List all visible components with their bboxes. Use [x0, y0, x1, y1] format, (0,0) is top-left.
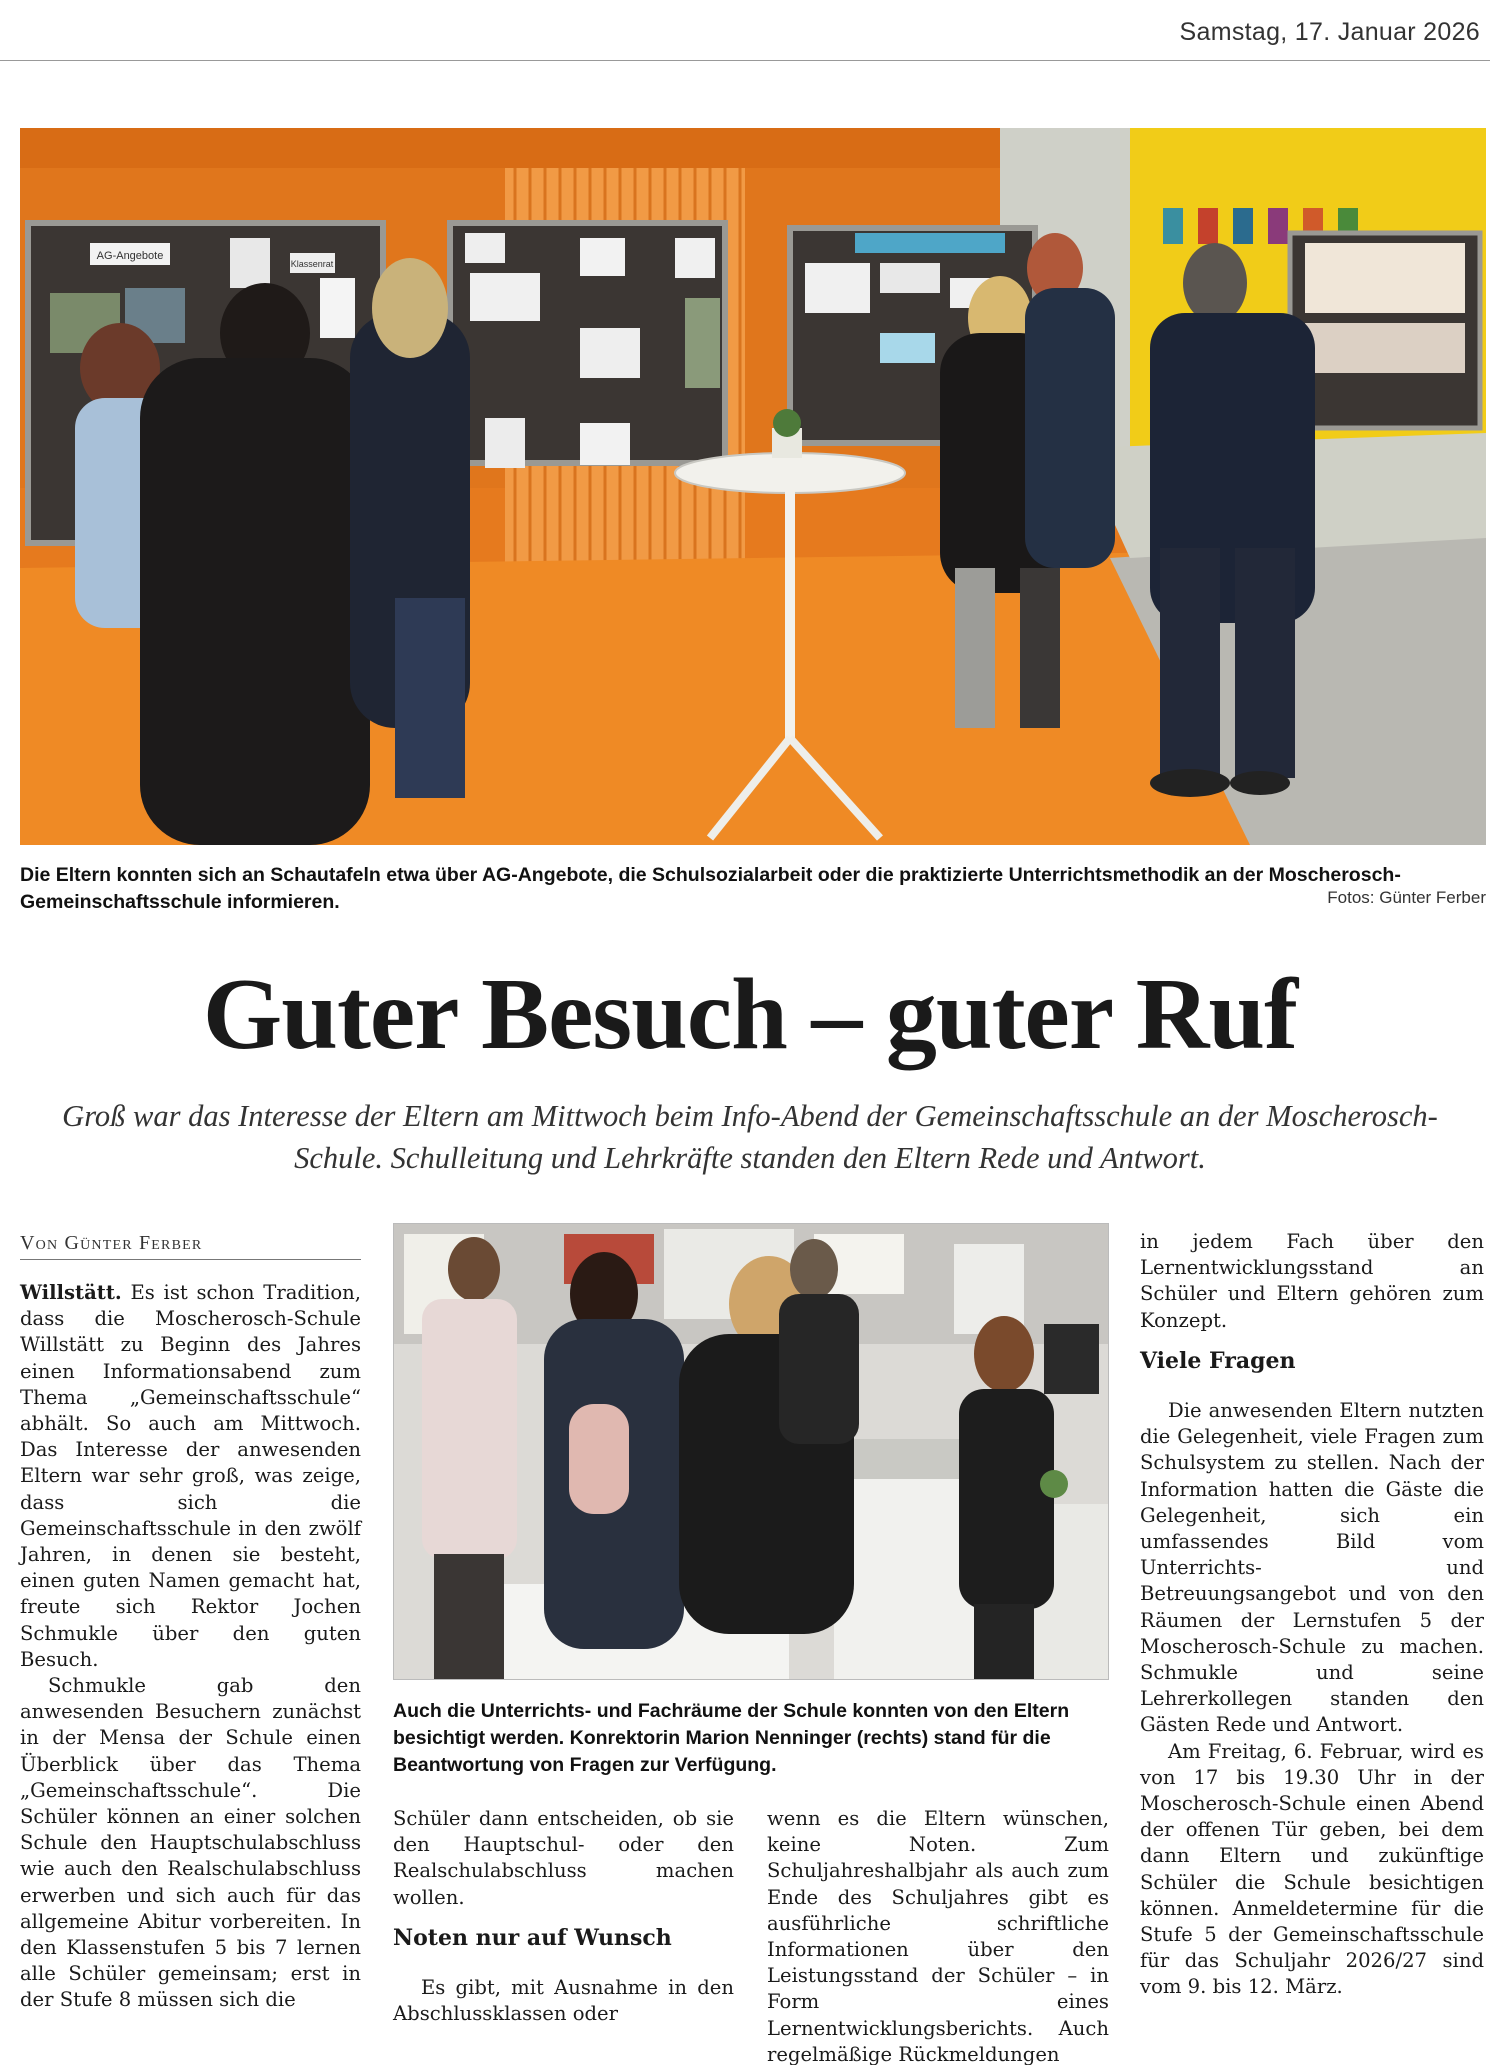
board-label-ag: AG-Angebote: [96, 250, 164, 262]
article-column-3: [767, 1806, 1109, 2065]
article-paragraph: Schüler dann entscheiden, ob sie den Hauptschul- oder den Realschulabschluss machen wollen.: [393, 1807, 734, 1909]
section-heading-fragen: Viele Fragen: [1140, 1347, 1296, 1374]
article-paragraph: Am Freitag, 6. Februar, wird es von 17 bis 19.30 Uhr in der Moscherosch-Schule einen Abend der offenen Tür geben, bei dem dann Eltern und zukünftige Schüler die Schule besichtigen können. Anmeldetermine für die Stufe 5 der Gemeinschaftsschule für das Schuljahr 2026/27 sind vom 9. bis 12. März.: [1140, 1739, 1484, 1999]
second-photo-caption: Auch die Unterrichts- und Fachräume der Schule konnten von den Eltern besichtigt werden. Konrektorin Marion Nenninger (rechts) stand für die Beantwortung von Fragen zur Verfügung.: [393, 1700, 1070, 1776]
article-column-2: [393, 1806, 734, 2027]
byline-divider: [20, 1259, 361, 1260]
article-headline: Guter Besuch – guter Ruf: [202, 958, 1298, 1071]
main-photo-caption: Die Eltern konnten sich an Schautafeln etwa über AG-Angebote, die Schulsozialarbeit oder die praktizierte Unterrichtsmethodik an der Moscherosch-Gemeinschaftsschule informieren.: [20, 864, 1401, 913]
main-photo: [20, 128, 1486, 845]
article-paragraph: Schmukle gab den anwesenden Besuchern zunächst in der Mensa der Schule einen Überblick über das Thema „Gemeinschaftsschule“. Die Schüler können an einer solchen Schule den Hauptschulabschluss wie auch den Realschulabschluss erwerben und sich auch für das allgemeine Abitur vorbereiten. In den Klassenstufen 5 bis 7 lernen alle Schüler gemeinsam; erst in der Stufe 8 müssen sich die: [20, 1674, 361, 2012]
section-heading-noten: Noten nur auf Wunsch: [393, 1924, 672, 1951]
issue-date: Samstag, 17. Januar 2026: [1179, 18, 1480, 46]
header-divider: [0, 60, 1490, 61]
article-paragraph: Es gibt, mit Ausnahme in den Abschlussklassen oder: [393, 1976, 734, 2026]
article-column-1: [20, 1280, 361, 2014]
article-subheadline: Groß war das Interesse der Eltern am Mittwoch beim Info-Abend der Gemeinschaftsschule an der Moscherosch-Schule. Schulleitung und Lehrkräfte standen den Eltern Rede und Antwort.: [62, 1099, 1438, 1175]
article-paragraph: wenn es die Eltern wünschen, keine Noten. Zum Schuljahreshalbjahr als auch zum Ende des Schuljahres gibt es ausführliche schriftliche Informationen über den Leistungsstand der Schüler – in Form eines Lernentwicklungsberichts. Auch regelmäßige Rückmeldungen: [767, 1807, 1109, 2065]
article-paragraph: [20, 1280, 361, 1673]
paragraph-text: Es ist schon Tradition, dass die Moscherosch-Schule Willstätt zu Beginn des Jahres einen Informationsabend zum Thema „Gemeinschaftsschule“ abhält. So auch am Mittwoch. Das Interesse der anwesenden Eltern war sehr groß, was zeige, dass sich die Gemeinschaftsschule in den zwölf Jahren, in denen sie besteht, einen guten Namen gemacht hat, freute sich Rektor Jochen Schmukle über den guten Besuch.: [20, 1281, 362, 1671]
article-paragraph: Die anwesenden Eltern nutzten die Gelegenheit, viele Fragen zum Schulsystem zu stellen. Nach der Information hatten die Gäste die Gelegenheit, sich ein umfassendes Bild vom Unterrichts- und Betreuungsangebot und von den Räumen der Lernstufen 5 der Moscherosch-Schule zu machen. Schmukle und seine Lehrerkollegen standen den Gästen Rede und Antwort.: [1140, 1399, 1484, 1737]
article-byline: Von Günter Ferber: [20, 1232, 203, 1254]
photo-credit: Fotos: Günter Ferber: [1327, 888, 1486, 907]
second-photo: [393, 1223, 1109, 1680]
article-dateline: Willstätt.: [20, 1281, 122, 1304]
board-label-klassenrat: Klassenrat: [290, 259, 334, 269]
article-column-4: [1140, 1229, 1484, 2001]
article-paragraph: in jedem Fach über den Lernentwicklungsstand an Schüler und Eltern gehören zum Konzept.: [1140, 1230, 1484, 1332]
